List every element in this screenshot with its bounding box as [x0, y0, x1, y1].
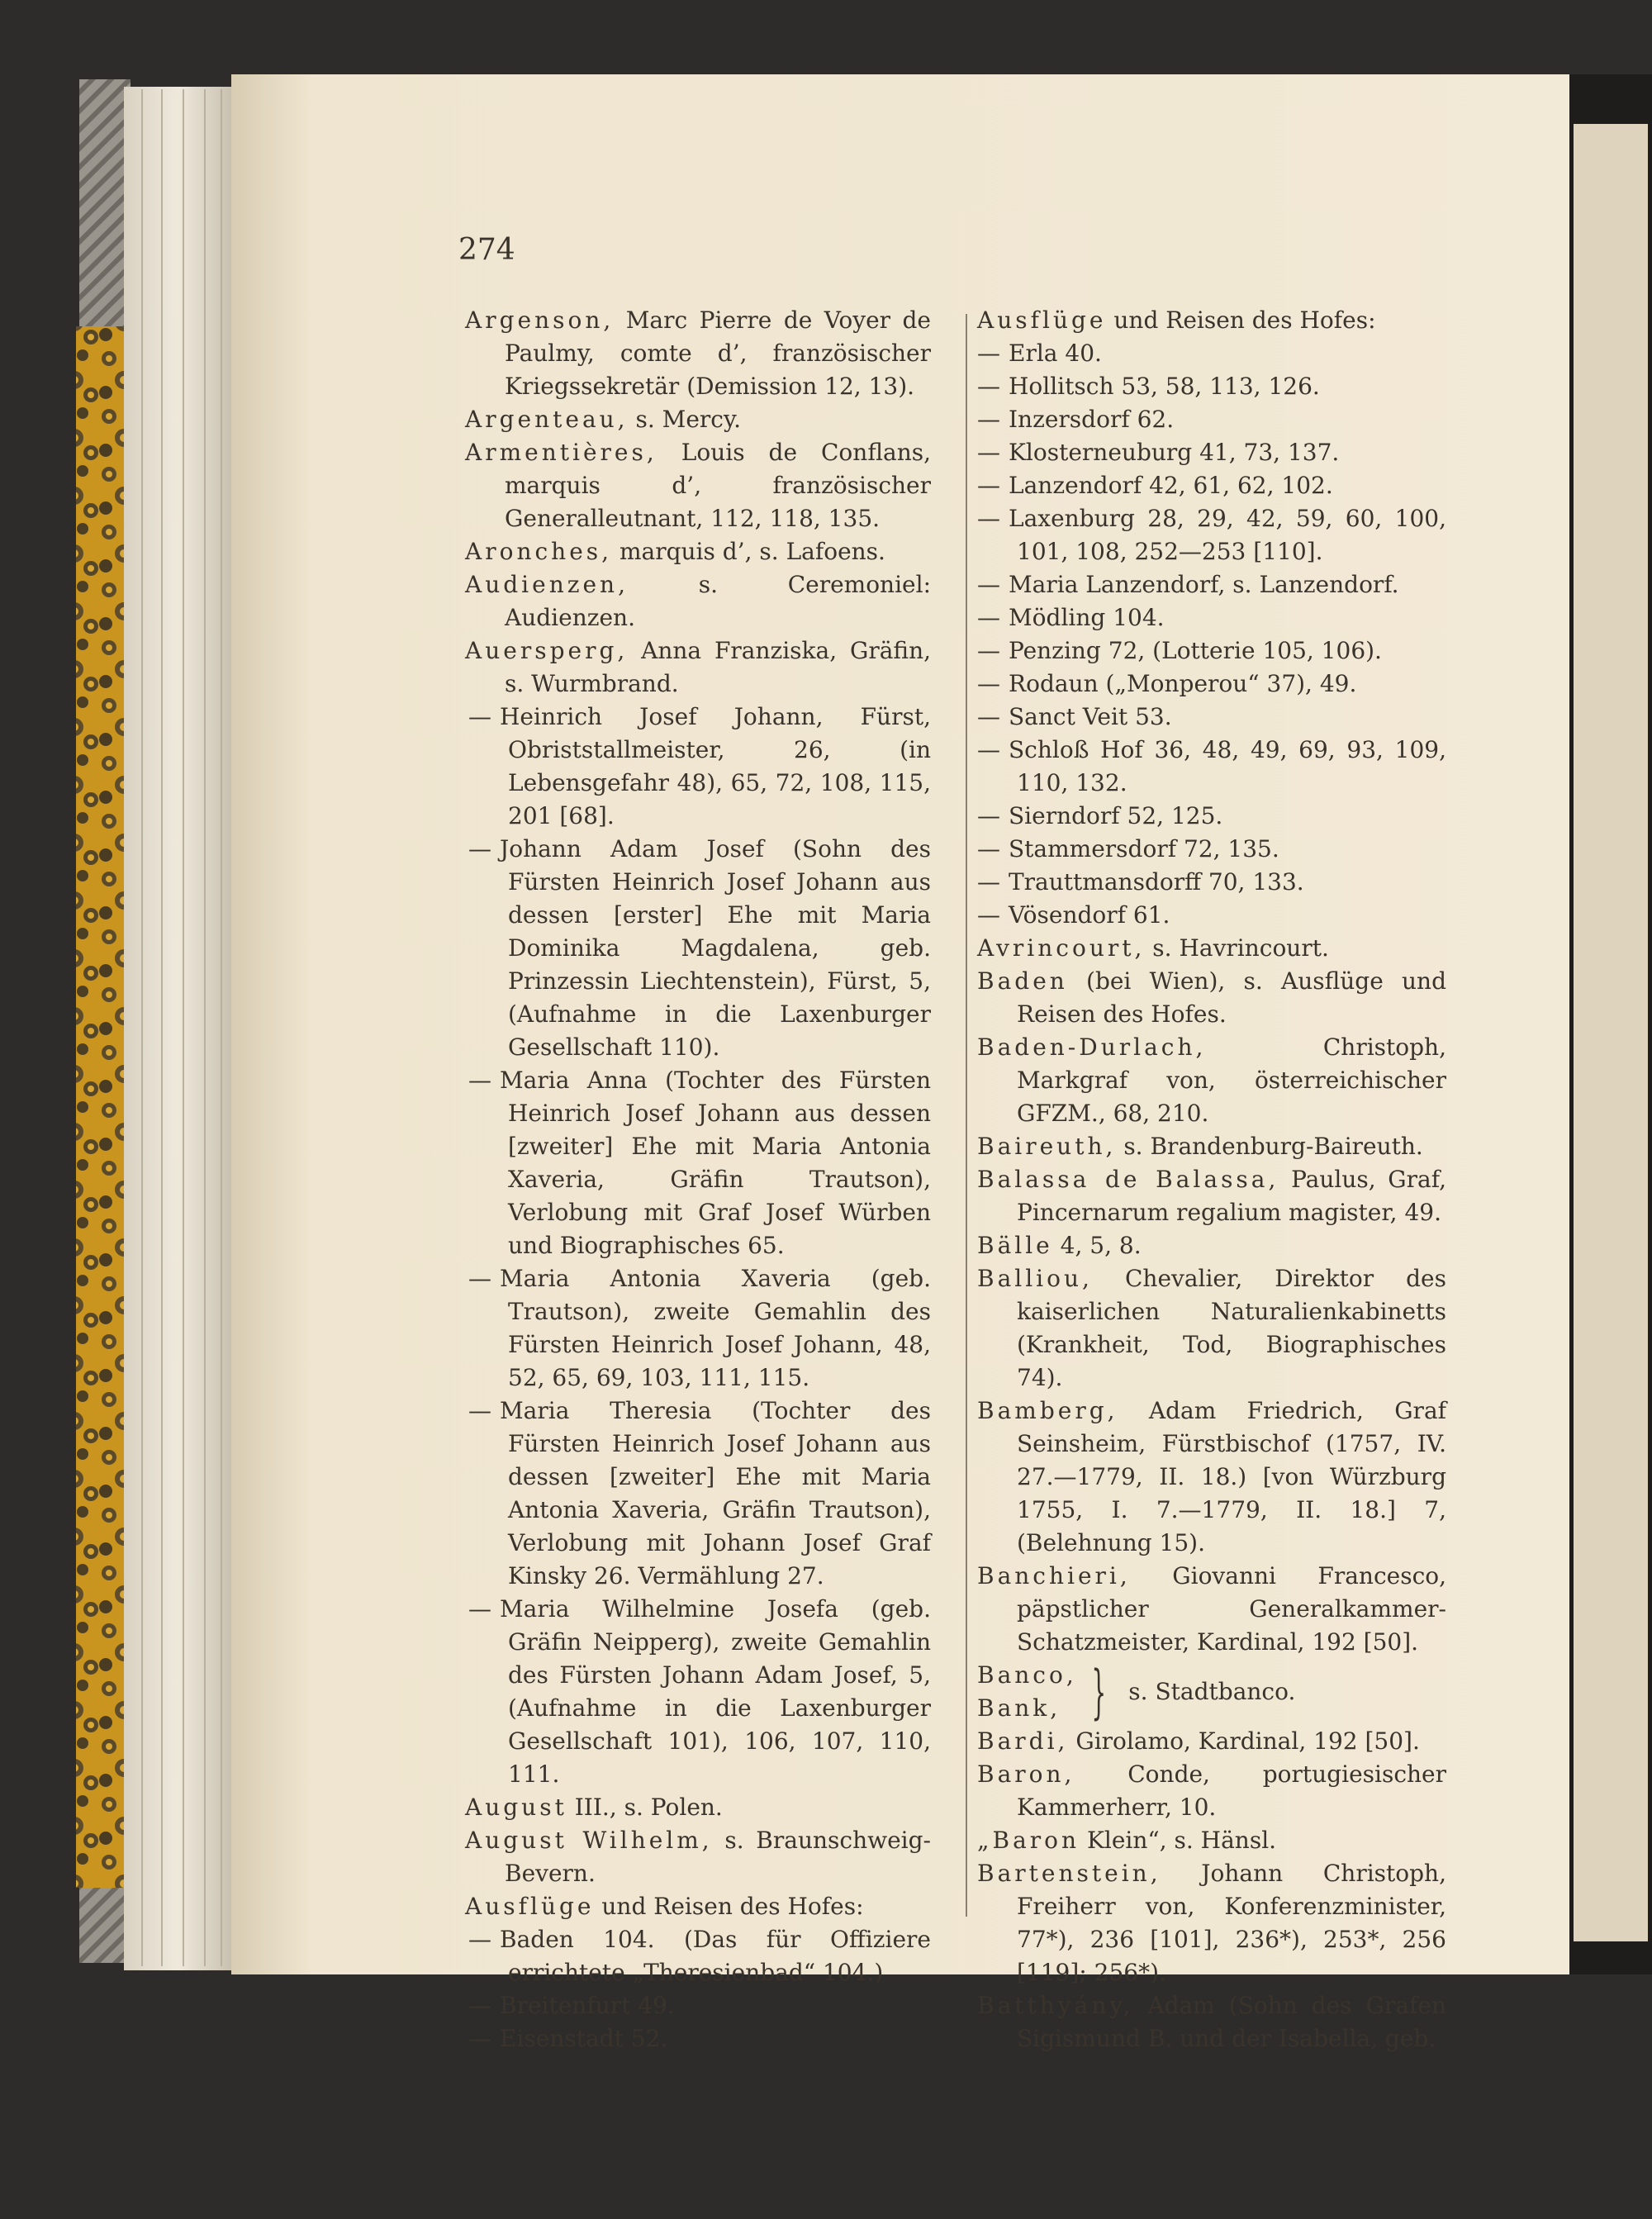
- entry-dash: —: [977, 406, 1000, 433]
- entry-text: Rodaun („Monperou“ 37), 49.: [1009, 670, 1357, 697]
- entry-text: Inzersdorf 62.: [1009, 406, 1175, 433]
- index-entry: [977, 1560, 1446, 1659]
- index-entry: [465, 833, 931, 1064]
- entry-text: s. Havrincourt.: [1152, 934, 1329, 962]
- index-entry: [977, 899, 1446, 932]
- entry-dash: —: [977, 835, 1000, 862]
- index-column-right: [977, 304, 1446, 2055]
- entry-text: Louis de Conflans, marquis d’, französischer Generalleutnant, 112, 118, 135.: [505, 439, 931, 532]
- index-entry: [465, 1791, 931, 1824]
- entry-dash: —: [468, 1992, 491, 2019]
- entry-text: und Reisen des Hofes:: [601, 1893, 864, 1920]
- brace-keywords: [977, 1659, 1077, 1725]
- entry-text: marquis d’, s. Lafoens.: [619, 538, 885, 565]
- entry-keyword: Ausflüge: [465, 1893, 595, 1920]
- entry-text: Johann Adam Josef (Sohn des Fürsten Heinrich Josef Johann aus dessen [erster] Ehe mit Maria Dominika Magdalena, geb. Prinzessin Liechtenstein), Fürst, 5, (Aufnahme in die Laxenburger Gesellschaft 110).: [500, 835, 931, 1061]
- entry-dash: —: [977, 604, 1000, 631]
- index-entry: [977, 1989, 1446, 2055]
- entry-dash: —: [977, 439, 1000, 466]
- entry-text: s. Brandenburg-Baireuth.: [1123, 1133, 1423, 1160]
- entry-keyword: Bardi,: [977, 1727, 1069, 1755]
- entry-dash: —: [977, 637, 1000, 664]
- entry-text: Maria Anna (Tochter des Fürsten Heinrich Josef Johann aus dessen [zweiter] Ehe mit Maria Antonia Xaveria, Gräfin Trautson), Verlobung mit Graf Josef Würben und Biographisches 65.: [500, 1067, 931, 1259]
- entry-keyword: Argenteau,: [465, 406, 629, 433]
- index-entry: [977, 337, 1446, 370]
- entry-dash: —: [977, 802, 1000, 829]
- index-entry: [465, 634, 931, 701]
- page-number: 274: [458, 233, 515, 267]
- entry-text: Sanct Veit 53.: [1009, 703, 1172, 730]
- index-entry: [977, 701, 1446, 734]
- index-entry: [465, 304, 931, 403]
- index-entry: [465, 2022, 931, 2055]
- entry-text: Laxenburg 28, 29, 42, 59, 60, 100, 101, 108, 252—253 [110].: [1009, 505, 1446, 565]
- index-entry: [977, 436, 1446, 469]
- entry-keyword: Balassa de Balassa,: [977, 1166, 1279, 1193]
- entry-keyword: Banco,: [977, 1661, 1077, 1689]
- index-entry: [977, 1262, 1446, 1395]
- index-entry: [977, 469, 1446, 502]
- entry-keyword: Baden-Durlach,: [977, 1033, 1207, 1061]
- entry-text: Heinrich Josef Johann, Fürst, Obriststallmeister, 26, (in Lebensgefahr 48), 65, 72, 108, 115, 201 [68].: [500, 703, 931, 829]
- entry-text: Mödling 104.: [1009, 604, 1165, 631]
- entry-text: Lanzendorf 42, 61, 62, 102.: [1009, 472, 1333, 499]
- entry-keyword: Banchieri,: [977, 1562, 1131, 1589]
- index-entry: [977, 403, 1446, 436]
- entry-text: s. Mercy.: [635, 406, 741, 433]
- entry-text: Hollitsch 53, 58, 113, 126.: [1009, 373, 1320, 400]
- index-entry: [977, 833, 1446, 866]
- index-entry: [977, 668, 1446, 701]
- entry-dash: —: [977, 868, 1000, 896]
- index-entry: [977, 1725, 1446, 1758]
- entry-text: s. Braunschweig-Bevern.: [505, 1827, 931, 1887]
- entry-dash: —: [468, 1265, 491, 1292]
- entry-text: und Reisen des Hofes:: [1113, 306, 1376, 334]
- entry-text: Maria Wilhelmine Josefa (geb. Gräfin Neipperg), zweite Gemahlin des Fürsten Johann Adam Josef, 5, (Aufnahme in die Laxenburger Gesellschaft 101), 106, 107, 110, 111.: [500, 1595, 931, 1788]
- entry-text: Schloß Hof 36, 48, 49, 69, 93, 109, 110, 132.: [1009, 736, 1446, 796]
- entry-text: Vösendorf 61.: [1009, 901, 1170, 929]
- index-entry: [465, 436, 931, 535]
- index-entry: [977, 1163, 1446, 1229]
- index-entry: [977, 1758, 1446, 1824]
- index-entry: [977, 734, 1446, 800]
- entry-dash: —: [977, 472, 1000, 499]
- entry-text: Girolamo, Kardinal, 192 [50].: [1075, 1727, 1420, 1755]
- entry-keyword: Bälle: [977, 1232, 1053, 1259]
- index-entry: [465, 1923, 931, 1989]
- entry-dash: —: [977, 373, 1000, 400]
- index-entry: [977, 1395, 1446, 1560]
- index-entry: [465, 1890, 931, 1923]
- entry-dash: —: [977, 670, 1000, 697]
- entry-keyword: Bamberg,: [977, 1397, 1118, 1424]
- entry-keyword: Bank,: [977, 1694, 1061, 1722]
- entry-dash: —: [468, 2025, 491, 2052]
- entry-dash: —: [977, 571, 1000, 598]
- brace-icon: }: [1091, 1658, 1106, 1726]
- index-entry: [465, 1824, 931, 1890]
- index-entry: [465, 1989, 931, 2022]
- entry-keyword: August Wilhelm,: [465, 1827, 713, 1854]
- entry-text: Stammersdorf 72, 135.: [1009, 835, 1279, 862]
- entry-dash: —: [977, 703, 1000, 730]
- entry-keyword: Bartenstein,: [977, 1860, 1161, 1887]
- index-entry: [465, 1395, 931, 1593]
- entry-keyword: Balliou,: [977, 1265, 1093, 1292]
- entry-text: Maria Theresia (Tochter des Fürsten Heinrich Josef Johann aus dessen [zweiter] Ehe mit Maria Antonia Xaveria, Gräfin Trautson), Verlobung mit Johann Josef Graf Kinsky 26. Vermählung 27.: [500, 1397, 931, 1589]
- index-entry: [977, 866, 1446, 899]
- index-entry: [977, 568, 1446, 601]
- index-entry: [465, 1064, 931, 1262]
- entry-text: Chevalier, Direktor des kaiserlichen Naturalienkabinetts (Krankheit, Tod, Biographisches 74).: [1017, 1265, 1446, 1391]
- index-entry: [977, 304, 1446, 337]
- entry-text: Anna Franziska, Gräfin, s. Wurmbrand.: [505, 637, 932, 697]
- entry-text: Breitenfurt 49.: [500, 1992, 675, 2019]
- entry-keyword: Baden: [977, 967, 1068, 995]
- entry-text: Christoph, Markgraf von, österreichischer GFZM., 68, 210.: [1017, 1033, 1446, 1127]
- entry-text: Klein“, s. Hänsl.: [1086, 1827, 1277, 1854]
- entry-text: Maria Antonia Xaveria (geb. Trautson), zweite Gemahlin des Fürsten Heinrich Josef Johann, 48, 52, 65, 69, 103, 111, 115.: [500, 1265, 931, 1391]
- entry-text: Conde, portugiesischer Kammerherr, 10.: [1017, 1760, 1447, 1821]
- index-entry: [977, 1031, 1446, 1130]
- entry-text: Marc Pierre de Voyer de Paulmy, comte d’, französischer Kriegssekretär (Demission 12, 13).: [505, 306, 931, 400]
- entry-dash: —: [468, 1067, 491, 1094]
- entry-keyword: Baron,: [977, 1760, 1075, 1788]
- entry-dash: —: [468, 1397, 491, 1424]
- index-entry-brace-group: [977, 1659, 1446, 1725]
- entry-dash: —: [977, 901, 1000, 929]
- entry-dash: —: [468, 1595, 491, 1623]
- entry-text: Adam Friedrich, Graf Seinsheim, Fürstbischof (1757, IV. 27.—1779, II. 18.) [von Würzburg 1755, I. 7.—1779, II. 18.] 7, (Belehnung 15).: [1017, 1397, 1447, 1556]
- entry-text: Maria Lanzendorf, s. Lanzendorf.: [1009, 571, 1399, 598]
- entry-keyword: Armentières,: [465, 439, 657, 466]
- entry-keyword: Baireuth,: [977, 1133, 1117, 1160]
- index-entry: [977, 1824, 1446, 1857]
- entry-text: s. Stadtbanco.: [1128, 1678, 1296, 1705]
- index-entry: [977, 1857, 1446, 1989]
- entry-keyword: Batthyány,: [977, 1992, 1134, 2019]
- index-entry: [465, 535, 931, 568]
- entry-text: Trauttmansdorff 70, 133.: [1009, 868, 1304, 896]
- entry-text: Sierndorf 52, 125.: [1009, 802, 1223, 829]
- entry-text: s. Ceremoniel: Audienzen.: [505, 571, 931, 631]
- index-entry: [465, 568, 931, 634]
- entry-dash: —: [977, 736, 1000, 763]
- entry-dash: —: [977, 340, 1000, 367]
- entry-text: III., s. Polen.: [574, 1794, 723, 1821]
- entry-text: Erla 40.: [1009, 340, 1102, 367]
- entry-text: Paulus, Graf, Pincernarum regalium magister, 49.: [1017, 1166, 1446, 1226]
- entry-text: Adam (Sohn des Grafen Sigismund B. und der Isabella, geb.: [1017, 1992, 1446, 2052]
- index-entry: [465, 1262, 931, 1395]
- entry-dash: —: [468, 835, 491, 862]
- index-entry: [465, 403, 931, 436]
- entry-text: Baden 104. (Das für Offiziere errichtete „Theresienbad“ 104.): [500, 1926, 931, 1986]
- index-entry: [977, 965, 1446, 1031]
- entry-keyword: Ausflüge: [977, 306, 1107, 334]
- entry-keyword: Auersperg,: [465, 637, 629, 664]
- index-entry: [977, 1229, 1446, 1262]
- entry-text: 4, 5, 8.: [1060, 1232, 1142, 1259]
- index-entry: [977, 932, 1446, 965]
- index-entry: [977, 634, 1446, 668]
- index-entry: [465, 701, 931, 833]
- entry-text: Eisenstadt 52.: [500, 2025, 668, 2052]
- entry-keyword: Argenson,: [465, 306, 615, 334]
- entry-keyword: Aronches,: [465, 538, 613, 565]
- index-entry: [977, 800, 1446, 833]
- index-entry: [977, 370, 1446, 403]
- entry-text: Johann Christoph, Freiherr von, Konferenzminister, 77*), 236 [101], 236*), 253*, 256 [119]; 256*).: [1017, 1860, 1446, 1986]
- entry-keyword: August: [465, 1794, 567, 1821]
- index-entry: [977, 601, 1446, 634]
- entry-text: (bei Wien), s. Ausflüge und Reisen des Hofes.: [1017, 967, 1446, 1028]
- entry-text: Giovanni Francesco, päpstlicher Generalkammer-Schatzmeister, Kardinal, 192 [50].: [1017, 1562, 1447, 1656]
- entry-dash: —: [468, 1926, 491, 1953]
- index-entry: [465, 1593, 931, 1791]
- index-column-left: [465, 304, 931, 2055]
- entry-dash: —: [977, 505, 1000, 532]
- entry-keyword: Audienzen,: [465, 571, 629, 598]
- entry-keyword: Avrincourt,: [977, 934, 1146, 962]
- entry-text: Penzing 72, (Lotterie 105, 106).: [1009, 637, 1382, 664]
- index-entry: [977, 1130, 1446, 1163]
- entry-dash: —: [468, 703, 491, 730]
- index-entry: [977, 502, 1446, 568]
- entry-keyword: „Baron: [977, 1827, 1080, 1854]
- entry-text: Klosterneuburg 41, 73, 137.: [1009, 439, 1340, 466]
